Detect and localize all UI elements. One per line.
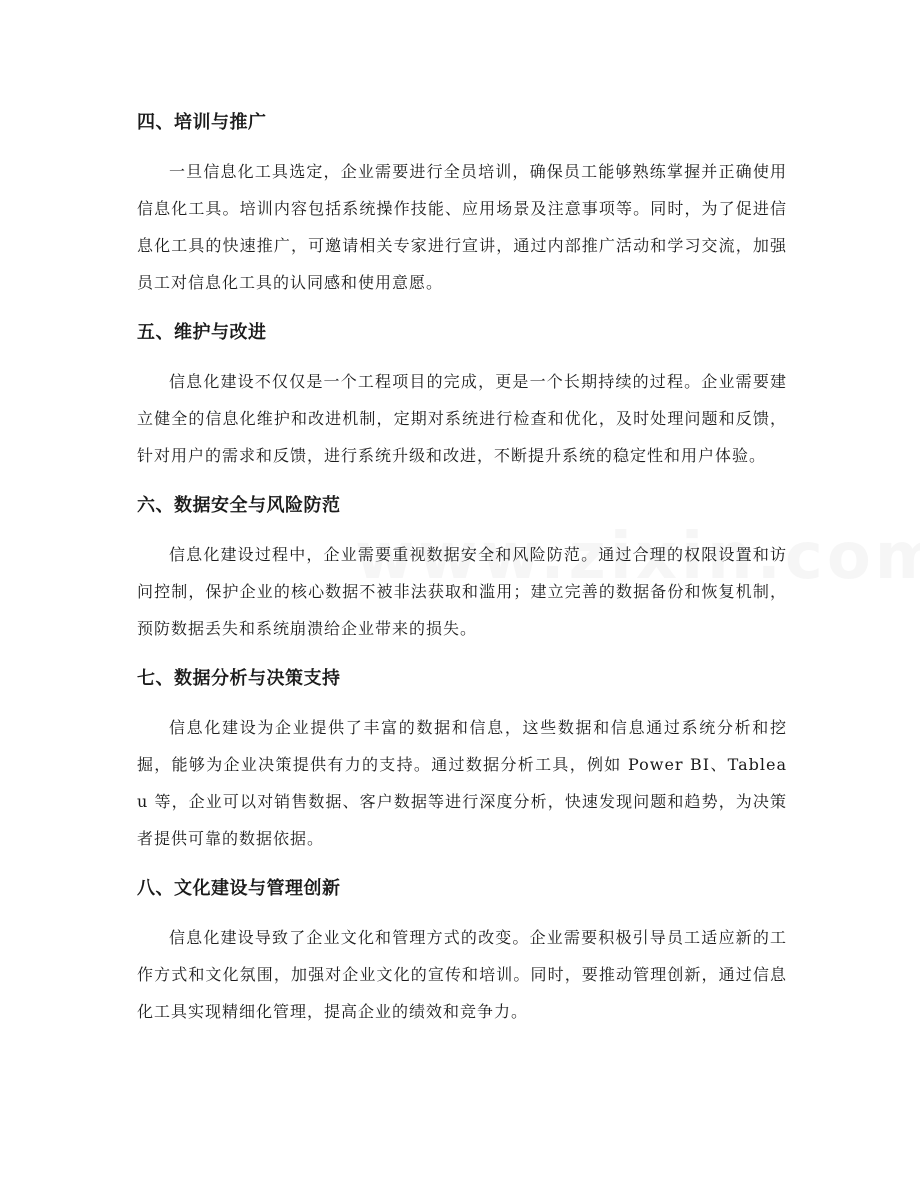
section-paragraph: 信息化建设为企业提供了丰富的数据和信息，这些数据和信息通过系统分析和挖掘，能够为企业决策提供有力的支持。通过数据分析工具，例如 Power BI、Tableau 等，企业可以对销售数据、客户数据等进行深度分析，快速发现问题和趋势，为决策者提供可靠的数据依据。 — [137, 718, 787, 848]
section-heading: 六、数据安全与风险防范 — [137, 495, 341, 516]
section-maintenance — [137, 313, 787, 474]
section-data-analysis — [137, 659, 787, 857]
section-paragraph: 信息化建设过程中，企业需要重视数据安全和风险防范。通过合理的权限设置和访问控制，保护企业的核心数据不被非法获取和滥用；建立完善的数据备份和恢复机制，预防数据丢失和系统崩溃给企业带来的损失。 — [137, 545, 787, 638]
section-data-security — [137, 486, 787, 647]
section-heading: 四、培训与推广 — [137, 112, 267, 133]
section-paragraph: 信息化建设导致了企业文化和管理方式的改变。企业需要积极引导员工适应新的工作方式和文化氛围，加强对企业文化的宣传和培训。同时，要推动管理创新，通过信息化工具实现精细化管理，提高企业的绩效和竞争力。 — [137, 928, 787, 1021]
section-heading: 五、维护与改进 — [137, 322, 267, 343]
document-content — [137, 103, 787, 1042]
section-paragraph: 信息化建设不仅仅是一个工程项目的完成，更是一个长期持续的过程。企业需要建立健全的信息化维护和改进机制，定期对系统进行检查和优化，及时处理问题和反馈，针对用户的需求和反馈，进行系统升级和改进，不断提升系统的稳定性和用户体验。 — [137, 372, 787, 465]
section-heading: 八、文化建设与管理创新 — [137, 878, 341, 899]
section-culture — [137, 869, 787, 1030]
section-paragraph: 一旦信息化工具选定，企业需要进行全员培训，确保员工能够熟练掌握并正确使用信息化工具。培训内容包括系统操作技能、应用场景及注意事项等。同时，为了促进信息化工具的快速推广，可邀请相关专家进行宣讲，通过内部推广活动和学习交流，加强员工对信息化工具的认同感和使用意愿。 — [137, 162, 787, 292]
section-heading: 七、数据分析与决策支持 — [137, 668, 341, 689]
section-training — [137, 103, 787, 301]
